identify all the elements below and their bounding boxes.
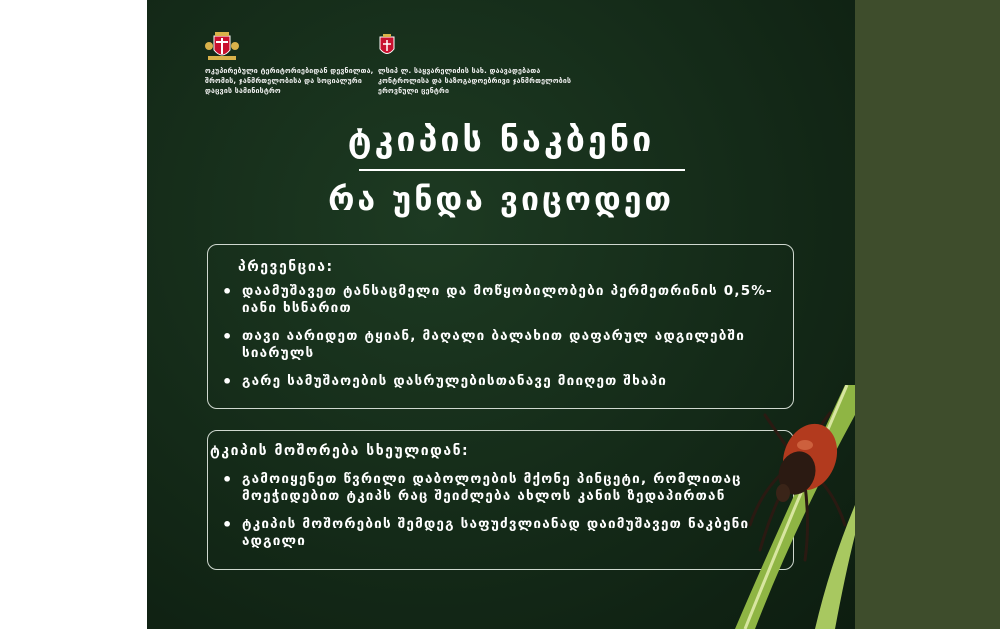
removal-box [207,430,794,570]
ministry-name: ოკუპირებული ტერიტორიებიდან დევნილთა, შრომის, ჯანმრთელობისა და სოციალური დაცვის სამინისტრო [205,67,374,95]
removal-list [220,471,760,561]
ncdc-name: ლსიპ ლ. საყვარელიძის სახ. დაავადებათა კონტროლისა და საზოგადოებრივი ჯანმრთელობის ეროვნული ცენტრი [378,67,572,95]
removal-heading: ტკიპის მოშორება სხეულიდან: [210,443,470,459]
prevention-list [220,283,780,401]
title-divider [359,169,685,171]
tick-on-grass-illustration [735,385,855,629]
prevention-heading: პრევენცია: [238,259,334,275]
side-strip [855,0,1000,629]
list-item: • ტკიპის მოშორების შემდეგ საფუძვლიანად დაიმუშავეთ ნაკბენი ადგილი [220,516,760,550]
tick-bite-poster [147,0,855,629]
georgia-coat-of-arms-logo [204,32,240,62]
list-item: • დაამუშავეთ ტანსაცმელი და მოწყობილობები პერმეთრინის 0,5%-იანი ხსნარით [220,283,780,317]
list-item: • თავი აარიდეთ ტყიან, მაღალი ბალახით დაფარულ ადგილებში სიარულს [220,328,780,362]
ncdc-emblem-logo [379,34,395,58]
page-subtitle: რა უნდა ვიცოდეთ [328,180,674,218]
prevention-box [207,244,794,409]
list-item: • გამოიყენეთ წვრილი დაბოლოების მქონე პინცეტი, რომლითაც მოეჭიდებით ტკიპს რაც შეიძლება ახლოს კანის ზედაპირთან [220,471,760,505]
page-title: ტკიპის ნაკბენი [347,120,655,160]
list-item: • გარე სამუშაოების დასრულებისთანავე მიიღეთ შხაპი [220,373,780,390]
